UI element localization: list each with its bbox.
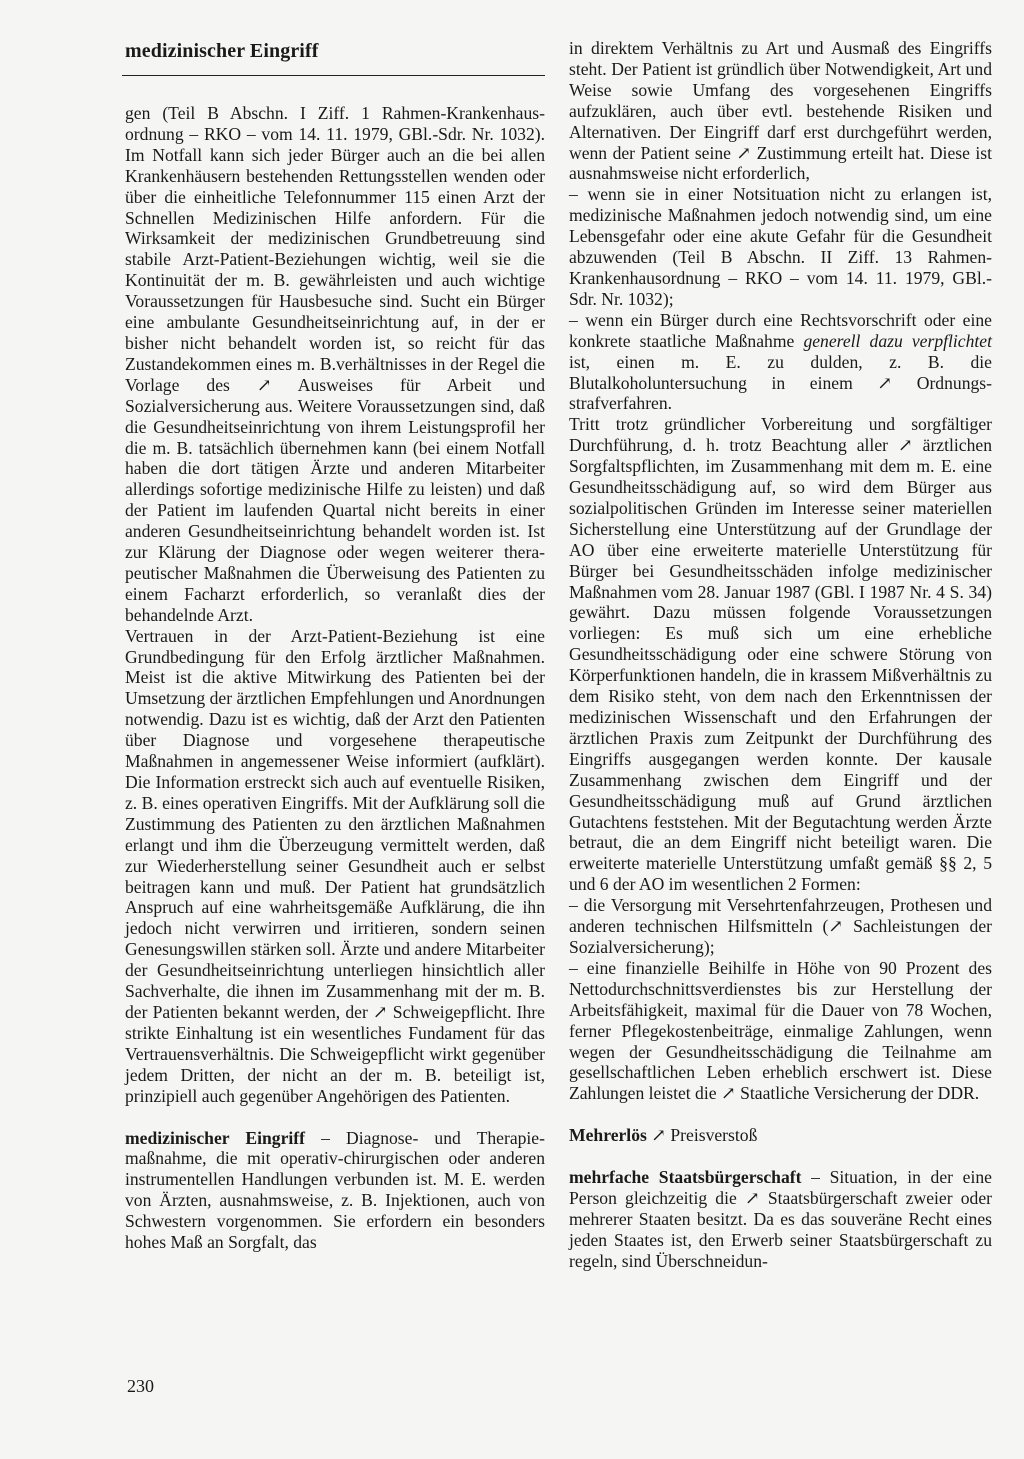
- entry-headword: medizinischer Eingriff: [125, 1127, 305, 1148]
- entry-mehrfache-staatsbuergerschaft: [569, 1167, 992, 1272]
- right-column: [569, 38, 992, 1272]
- header-rule: [122, 75, 545, 76]
- paragraph: Vertrauen in der Arzt-Patient-Beziehung ist eine Grundbedingung für den Erfolg ärztlicher Maßnahmen. Meist ist die aktive Mitwirkung des Patienten bei der Umsetzung der ärztlichen Empfehlungen und Anordnungen notwendig. Dazu ist es wichtig, daß der Arzt den Patienten über Diagnose und vorgesehene therapeutische Maßnahmen in angemessener Weise informiert (aufklärt). Die Information erstreckt sich auch auf eventuelle Risiken, z. B. eines operativen Eingriffs. Mit der Aufklärung soll die Zustimmung des Patienten zu den ärztlichen Maßnahmen erlangt und ihm die Überzeugung vermittelt werden, daß zur Wiederherstellung seiner Gesundheit auch er selbst beitragen kann und muß. Der Patient hat grundsätzlich Anspruch auf eine wahrheitsgemäße Aufklärung, die ihn jedoch nicht verwirren und irritieren, sondern seinen Genesungswillen stärken soll. Ärzte und andere Mitarbeiter der Gesundheitseinrichtung unterliegen hinsichtlich aller Sachverhalte, die ihnen im Zusammenhang mit der m. B. der Patienten bekannt werden, der ↗ Schweigepflicht. Ihre strikte Einhaltung ist ein wesentliches Fundament für das Vertrauensverhältnis. Die Schweigepflicht wirkt gegenüber jedem Dritten, der nicht an der m. B. beteiligt ist, prinzipiell auch gegenüber Angehörigen des Patienten.: [125, 625, 545, 1106]
- dash-item: [569, 310, 992, 415]
- entry-mehrerloes: [569, 1125, 992, 1146]
- paragraph: Tritt trotz gründlicher Vorbereitung und sorgfältiger Durchführung, d. h. trotz Beachtung aller ↗ ärztlichen Sorgfaltspflichten, im Zusammenhang mit dem m. E. eine Gesundheitsschädigung auf, so wird dem Bürger aus sozialpolitischen Gründen im Interesse seiner materiellen Sicherstellung eine Unterstützung auf der Grundlage der AO über eine erweiterte materielle Unterstützung für Bürger bei Gesundheitsschäden infolge medizinischer Maßnahmen vom 28. Januar 1987 (GBl. I 1987 Nr. 4 S. 34) gewährt. Dazu müssen folgende Voraussetzungen vorliegen: Es muß sich um eine erhebliche Gesundheitsschädigung oder eine schwere Störung von Körperfunktionen handeln, die in krassem Mißverhältnis zu dem Risiko steht, von dem nach den Erkenntnissen der medizinischen Wissenschaft und den Erfahrungen der ärztlichen Praxis zum Zeitpunkt der Durchführung des Eingriffs ausgegangen werden konnte. Der kausale Zusammenhang zwischen dem Eingriff und der Gesundheitsschädigung muß auf Grund ärztlichen Gutachtens feststehen. Mit der Begutachtung werden Ärzte betraut, die an dem Eingriff nicht beteiligt waren. Die erweiterte materielle Unterstützung umfaßt gemäß §§ 2, 5 und 6 der AO im wesentlichen 2 Formen:: [569, 414, 992, 895]
- dash-item: – die Versorgung mit Versehrtenfahrzeugen, Prothesen und anderen technischen Hilfsmitteln (↗ Sachleistungen der Sozialversicherung);: [569, 895, 992, 957]
- entry-headword: Mehrerlös: [569, 1125, 647, 1146]
- dash-item: – eine finanzielle Beihilfe in Höhe von 90 Prozent des Nettodurchschnittsverdienstes bis zur Herstellung der Arbeitsfähigkeit, maximal für die Dauer von 78 Wochen, ferner Pflegekostenbeiträge, einmalige Zahlungen, wenn wegen der Gesundheitsschädigung die Teilnahme am gesellschaftlichen Leben erheblich erschwert ist. Diese Zahlungen leistet die ↗ Staatliche Versicherung der DDR.: [569, 957, 992, 1104]
- paragraph: in direktem Verhältnis zu Art und Ausmaß des Eingriffs steht. Der Patient ist gründlich über Notwendigkeit, Art und Weise sowie Umfang des vorgesehenen Eingriffs aufzuklären, auch über evtl. bestehende Risiken und Alternativen. Der Eingriff darf erst durchgeführt werden, wenn der Patient seine ↗ Zustimmung erteilt hat. Diese ist ausnahmsweise nicht erforderlich,: [569, 38, 992, 184]
- italic-emphasis: generell dazu verpflichtet: [803, 330, 992, 351]
- dash-item: – wenn sie in einer Notsituation nicht zu erlangen ist, medizinische Maßnahmen jedoch notwendig sind, um eine Lebensgefahr oder eine akute Gefahr für die Gesundheit abzuwenden (Teil B Abschn. II Ziff. 13 Rahmen-Krankenhausordnung – RKO – vom 14. 11. 1979, GBl.-Sdr. Nr. 1032);: [569, 184, 992, 309]
- left-column: [125, 103, 545, 1253]
- entry-text: – Situation, in der eine Person gleichzeitig die ↗ Staatsbürgerschaft zweier oder mehrerer Staaten besitzt. Da es das souveräne Recht eines jeden Staates ist, den Erwerb seiner Staatsbürgerschaft zu regeln, sind Überschneidun-: [569, 1167, 992, 1271]
- dash-item-text: ist, einen m. E. zu dulden, z. B. die Blutalkoholuntersuchung in einem ↗ Ordnungsstrafverfahren.: [569, 351, 992, 414]
- entry-medizinischer-eingriff: [125, 1128, 545, 1253]
- entry-headword: mehrfache Staatsbürgerschaft: [569, 1167, 802, 1188]
- paragraph: gen (Teil B Abschn. I Ziff. 1 Rahmen-Krankenhausordnung – RKO – vom 14. 11. 1979, GBl.-Sdr. Nr. 1032). Im Notfall kann sich jeder Bürger auch an die bei allen Krankenhäusern bestehenden Rettungsstellen wenden oder über die einheitliche Telefonnummer 115 einen Arzt der Schnellen Medizinischen Hilfe anfordern. Für die Wirksamkeit der medizinischen Grundbetreuung sind stabile Arzt-Patient-Beziehungen wichtig, weil sie die Kontinuität der m. B. gewährleisten und auch wichtige Voraussetzungen für Hausbesuche sind. Sucht ein Bürger eine ambulante Gesundheitseinrichtung auf, in der er bisher nicht behandelt worden ist, so reicht für das Zustandekommen eines m. B.verhältnisses in der Regel die Vorlage des ↗ Ausweises für Arbeit und Sozialversicherung aus. Weitere Voraussetzungen sind, daß die Gesundheitseinrichtung von ihrem Leistungsprofil her die m. B. tatsächlich übernehmen kann (bei einem Notfall haben die dort tätigen Ärzte und anderen Mitarbeiter allerdings sofortige medizinische Hilfe zu leisten) und daß der Patient im laufenden Quartal nicht bereits in einer anderen Gesundheitseinrichtung behandelt worden ist. Ist zur Klärung der Diagnose oder wegen weiterer therapeutischer Maßnahmen die Überweisung des Patienten zu einem Facharzt erforderlich, so veranlaßt dies der behandelnde Arzt.: [125, 103, 545, 625]
- entry-text: – Diagnose- und Therapiemaßnahme, die mit operativ-chirurgischen oder anderen instrumentellen Handlungen verbunden ist. M. E. werden von Ärzten, ausnahmsweise, z. B. Injektionen, auch von Schwestern vorgenommen. Sie erfordern ein besonders hohes Maß an Sorgfalt, das: [125, 1127, 545, 1253]
- running-head: medizinischer Eingriff: [125, 40, 319, 62]
- entry-cross-reference: ↗ Preisverstoß: [646, 1125, 758, 1146]
- page-number: 230: [127, 1376, 154, 1396]
- dash-item-text: – wenn ein Bürger durch eine Rechtsvorschrift oder eine konkrete staatliche Maßnahme: [569, 309, 992, 351]
